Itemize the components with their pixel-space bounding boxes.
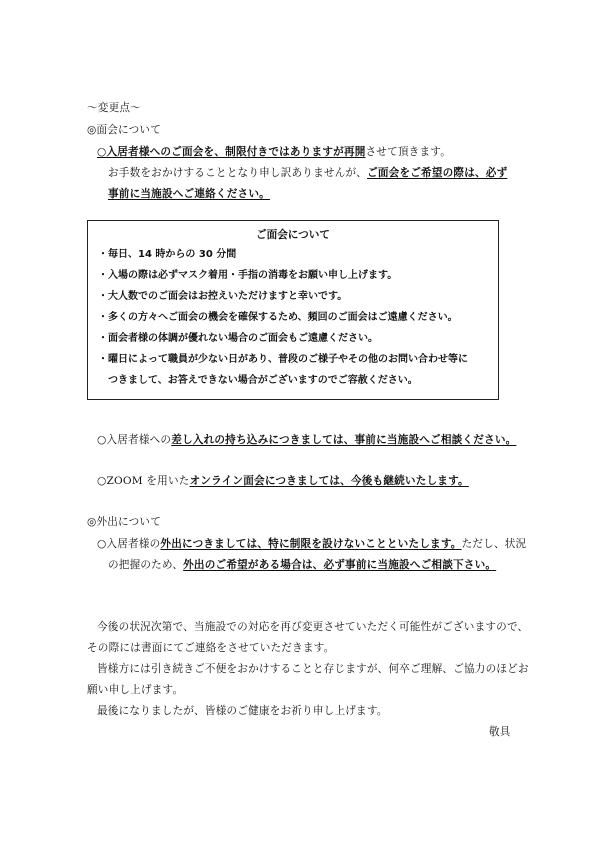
- outing-line-1: [97, 537, 526, 551]
- visit-rule-item: ・大人数でのご面会はお控えいただけますと幸いです。: [98, 291, 348, 302]
- closing-paragraph-1-line-1: 今後の状況次第で、当施設での対応を再び変更させていただく可能性がございますので、: [97, 621, 529, 633]
- outing-consult-emphasis: 外出のご希望がある場合は、必ず事前に当施設へご相談下さい。: [183, 559, 497, 571]
- closing-paragraph-3: 最後になりましたが、皆様のご健康をお祈り申し上げます。: [97, 705, 388, 717]
- delivery-prefix: ○入居者様への: [97, 434, 172, 446]
- visit-reopen-tail: させて頂きます。: [365, 146, 452, 158]
- outing-line2-prefix: の把握のため、: [108, 559, 184, 571]
- visit-rules-title: ご面会について: [256, 229, 330, 241]
- visit-line-2: [108, 166, 507, 180]
- visit-rule-item: つきまして、お答えできない場合がございますのでご容赦ください。: [98, 375, 418, 386]
- outing-line-2: [108, 558, 496, 572]
- outing-section-title: ◎外出について: [87, 516, 161, 528]
- visit-rule-item: ・多くの方々へご面会の機会を確保するため、頻回のご面会はご遠慮ください。: [98, 312, 458, 323]
- closing-paragraph-1-line-2: その際には書面にてご連絡をさせていただきます。: [87, 642, 335, 654]
- visit-rule-item: ・入場の際は必ずマスク着用・手指の消毒をお願い申し上げます。: [98, 270, 398, 281]
- visit-contact-emphasis: ご面会をご希望の際は、必ず: [367, 167, 508, 179]
- visit-line-1: [97, 145, 451, 159]
- visit-rule-item: ・曜日によって職員が少ない日があり、普段のご様子やその他のお問い合わせ等に: [98, 354, 468, 365]
- visit-apology-text: お手数をおかけすることとなり申し訳ありませんが、: [108, 167, 368, 179]
- outing-emphasis: 外出につきましては、特に制限を設けないことといたします。: [160, 538, 462, 550]
- closing-paragraph-2-line-1: 皆様方には引き続きご不便をおかけすることと存じますが、何卒ご理解、ご協力のほどお: [97, 663, 529, 675]
- outing-prefix: ○入居者様の: [97, 538, 161, 550]
- zoom-line: [97, 474, 469, 488]
- zoom-emphasis: オンライン面会につきましては、今後も継続いたします。: [189, 475, 469, 487]
- delivery-line: [97, 433, 516, 447]
- outing-tail: ただし、状況: [461, 538, 527, 550]
- visit-section-title: ◎面会について: [87, 124, 161, 136]
- visit-reopen-emphasis: ○入居者様へのご面会を、制限付きではありますが再開: [97, 146, 366, 158]
- visit-rule-item: ・面会者様の体調が優れない場合のご面会もご遠慮ください。: [98, 333, 378, 344]
- zoom-prefix: ○ZOOM を用いた: [97, 475, 190, 487]
- closing-paragraph-2-line-2: 願い申し上げます。: [87, 684, 184, 696]
- sign-off: 敬具: [489, 726, 511, 738]
- visit-rules-box: [87, 220, 499, 400]
- visit-line-3: 事前に当施設へご連絡ください。: [108, 188, 270, 200]
- visit-rule-item: ・毎日、14 時からの 30 分間: [98, 249, 237, 260]
- changes-heading: ～変更点～: [87, 102, 141, 114]
- delivery-emphasis: 差し入れの持ち込みにつきましては、事前に当施設へご相談ください。: [171, 434, 517, 446]
